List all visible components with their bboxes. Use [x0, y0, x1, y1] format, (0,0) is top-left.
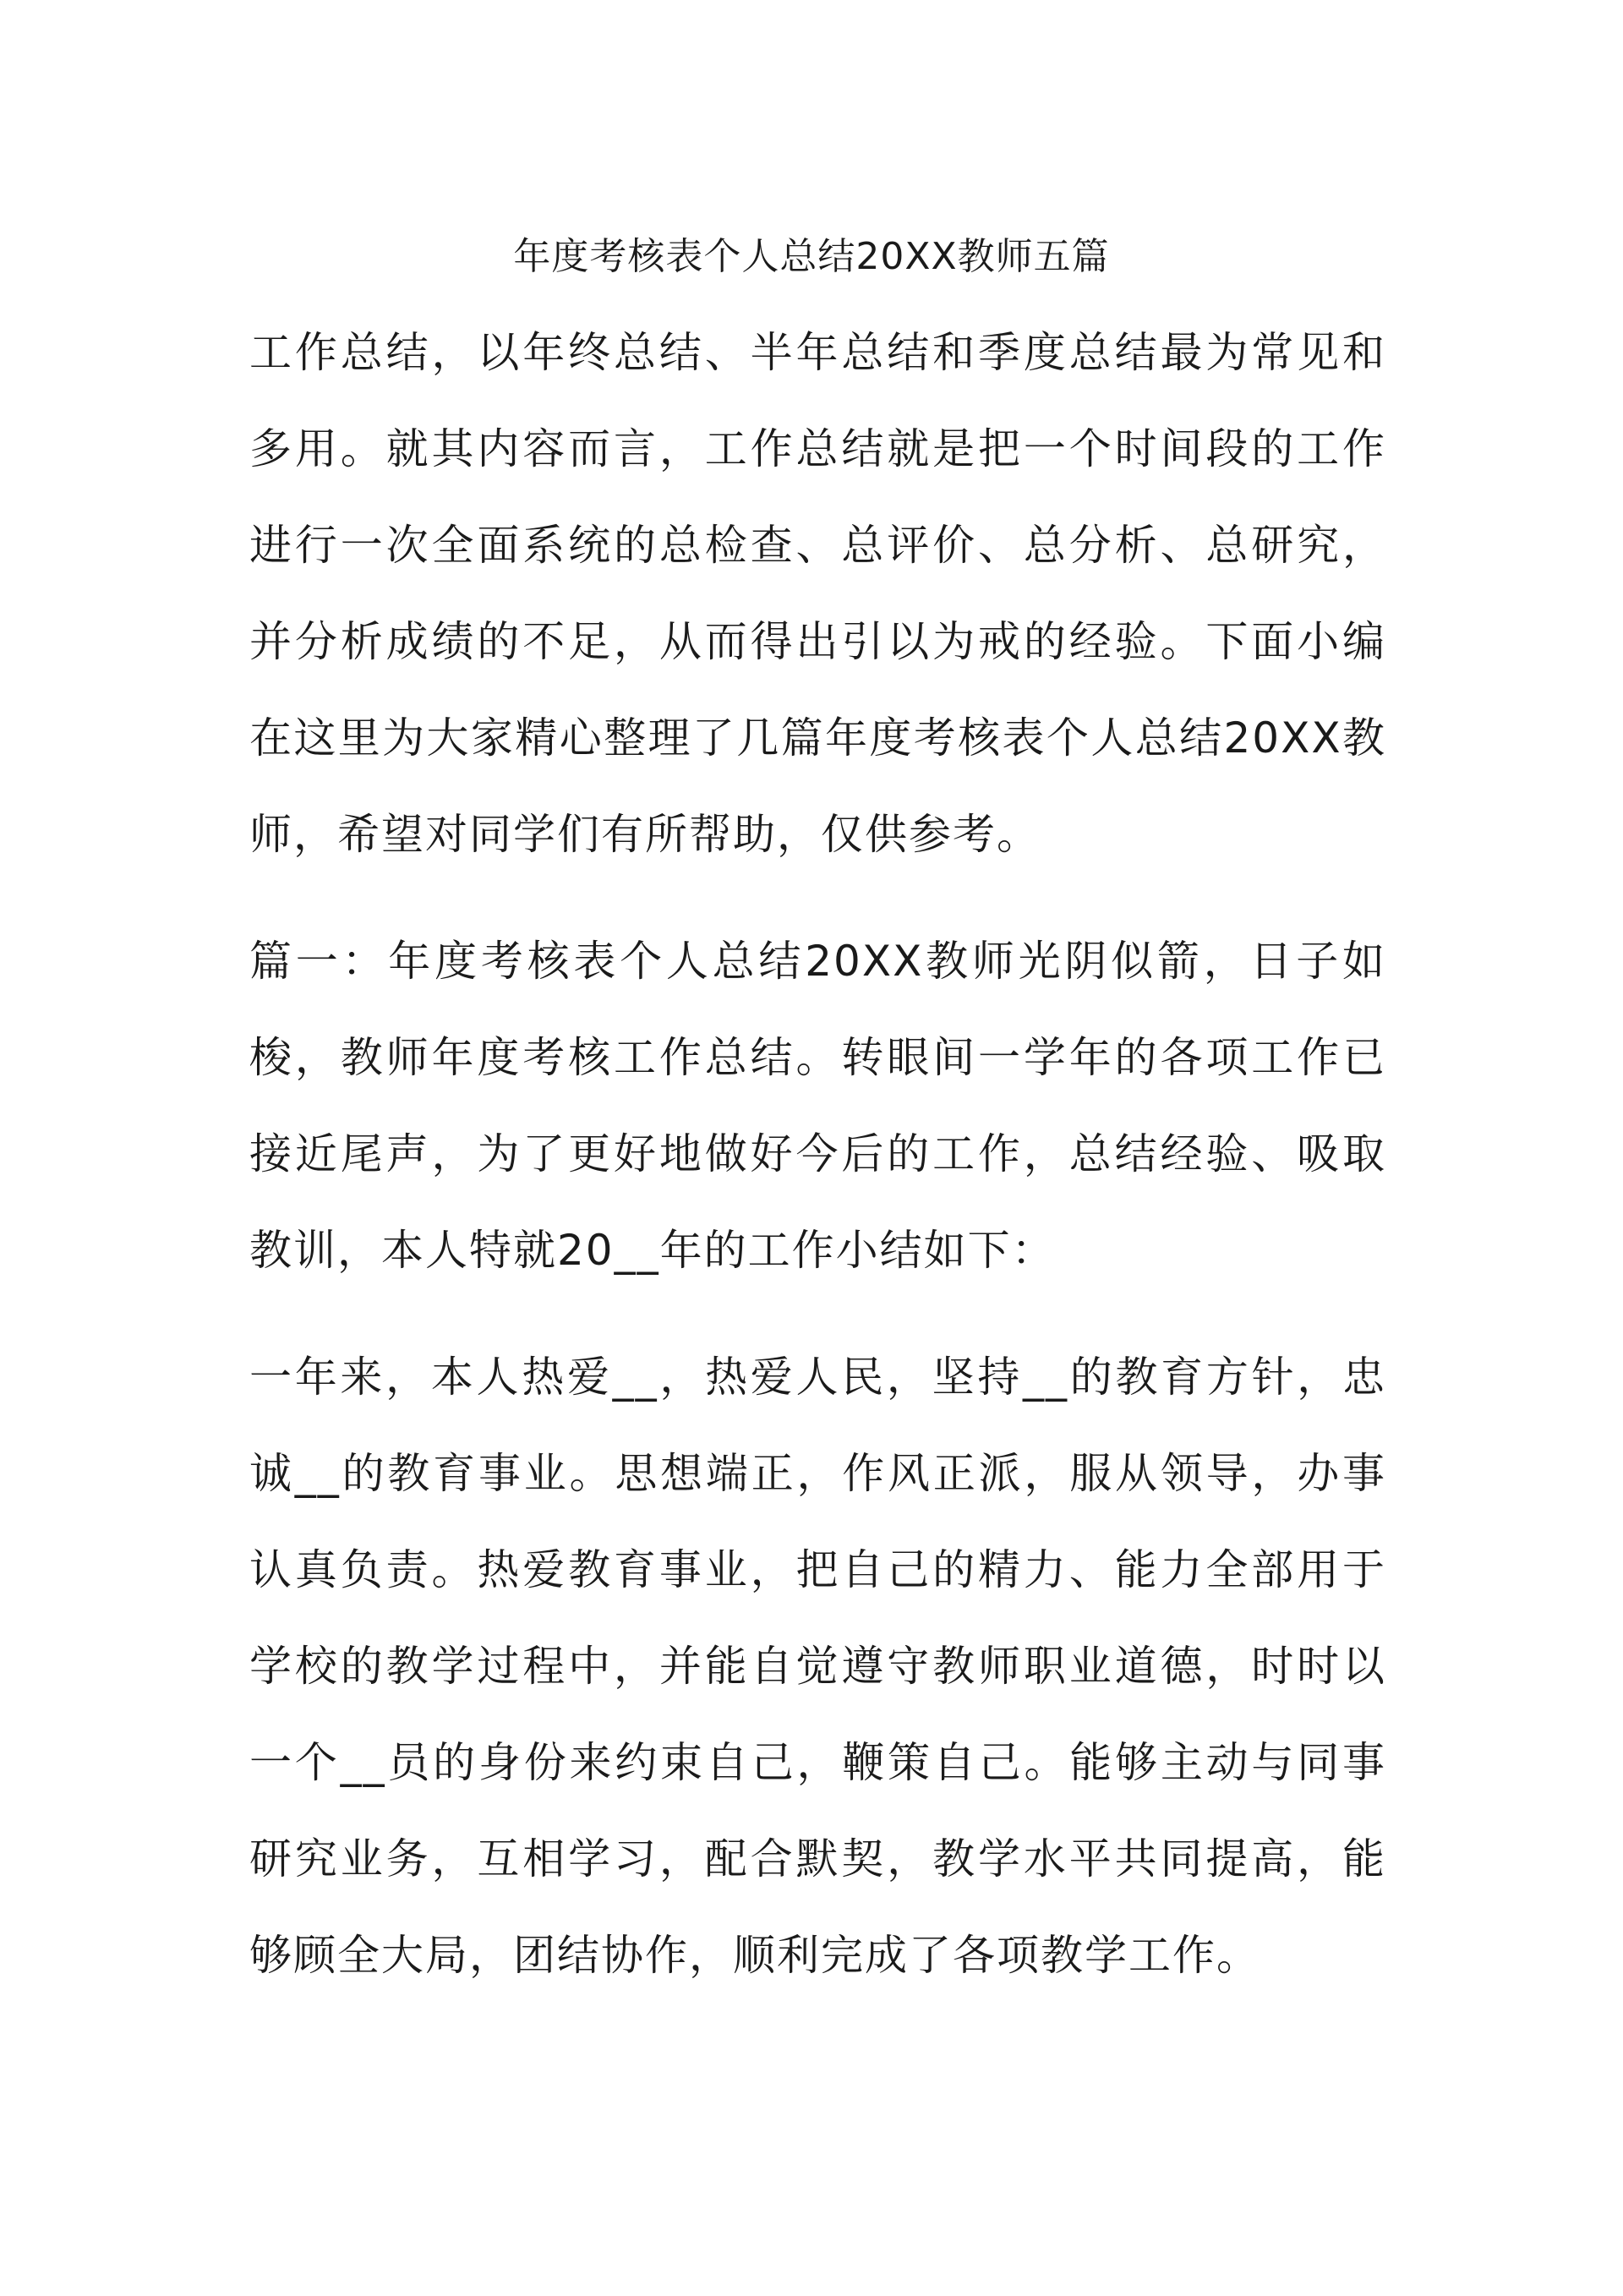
paragraph-part-one-opening: 篇一：年度考核表个人总结20XX教师光阴似箭，日子如梭，教师年度考核工作总结。转眼间一学年的各项工作已接近尾声，为了更好地做好今后的工作，总结经验、吸取教训，本人特就20__年的工作小结如下： [249, 937, 1386, 1275]
paragraph-part-one-body: 一年来，本人热爱__，热爱人民，坚持__的教育方针，忠诚__的教育事业。思想端正，作风正派，服从领导，办事认真负责。热爱教育事业，把自己的精力、能力全部用于学校的教学过程中，并能自觉遵守教师职业道德，时时以一个__员的身份来约束自己，鞭策自己。能够主动与同事研究业务，互相学习，配合默契，教学水平共同提高，能够顾全大局，团结协作，顺利完成了各项教学工作。 [249, 1353, 1386, 1980]
document-title: 年度考核表个人总结20XX教师五篇 [513, 235, 1110, 278]
paragraph-intro: 工作总结，以年终总结、半年总结和季度总结最为常见和多用。就其内容而言，工作总结就是把一个时间段的工作进行一次全面系统的总检查、总评价、总分析、总研究，并分析成绩的不足，从而得出引以为戒的经验。下面小编在这里为大家精心整理了几篇年度考核表个人总结20XX教师，希望对同学们有所帮助，仅供参考。 [249, 328, 1386, 859]
document-body [249, 304, 1386, 2034]
